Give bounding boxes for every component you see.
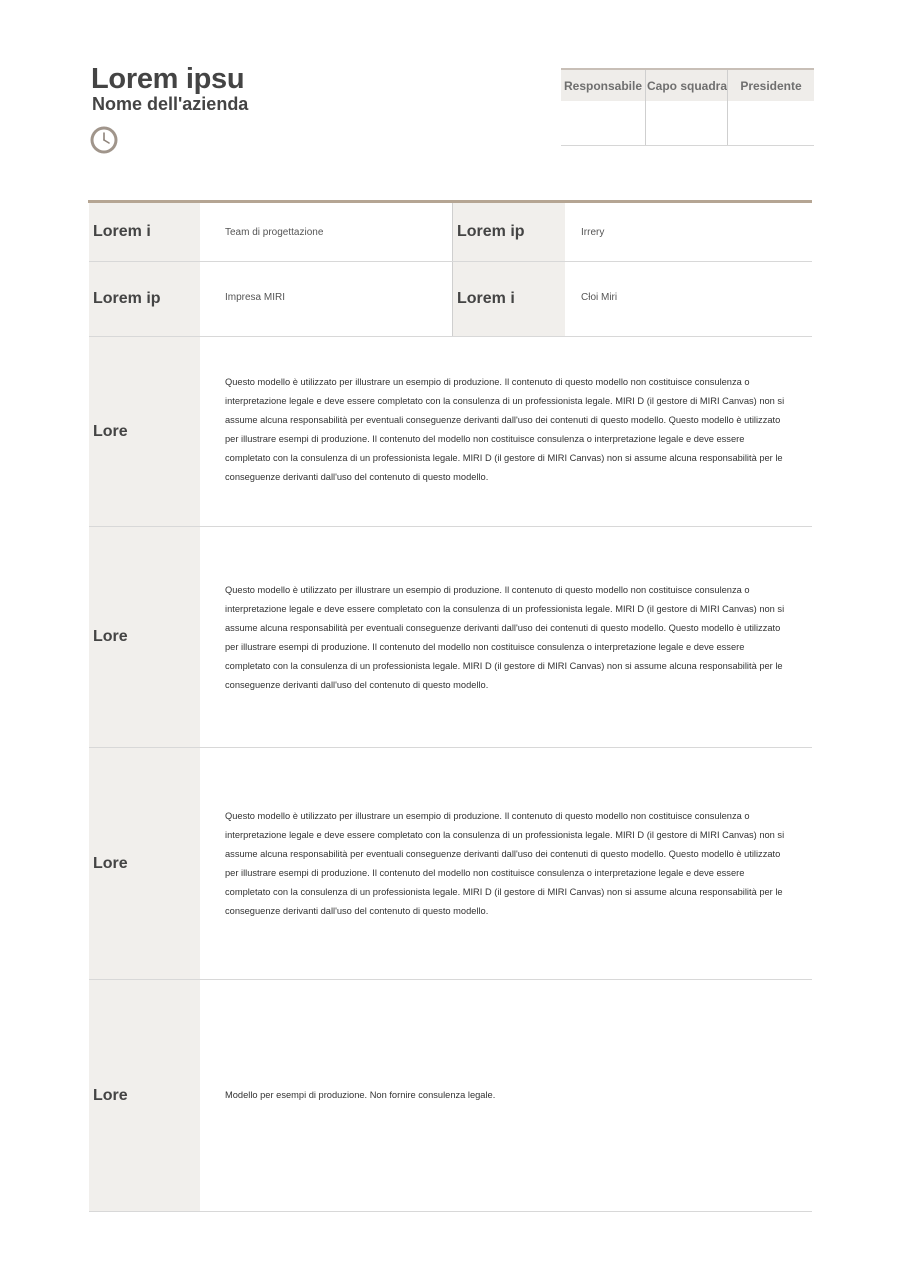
info-value: Impresa MIRI bbox=[225, 291, 286, 303]
info-row bbox=[89, 203, 812, 262]
info-value: Irrery bbox=[581, 226, 605, 238]
page-title: Lorem ipsu bbox=[91, 63, 245, 95]
section-row bbox=[89, 748, 812, 980]
section-text: Modello per esempi di produzione. Non fornire consulenza legale. bbox=[225, 1090, 496, 1100]
section-row bbox=[89, 337, 812, 527]
section-row bbox=[89, 980, 812, 1212]
clock-icon bbox=[90, 126, 118, 154]
info-row bbox=[89, 262, 812, 337]
info-value: Cƚoi Miri bbox=[581, 291, 618, 303]
section-text: Questo modello è utilizzato per illustrare un esempio di produzione. Il contenuto di questo modello non costituisce consulenza o interpretazione legale e deve essere completato con la consulenza di un professionista legale. MIRI D (il gestore di MIRI Canvas) non si assume alcuna responsabilità per eventuali conseguenze derivanti dall'uso dei contenuti di questo modello. Questo modello è utilizzato per illustrare esempi di produzione. Il contenuto del modello non costituisce consulenza o interpretazione legale e deve essere completato con la consulenza di un professionista legale. MIRI D (il gestore di MIRI Canvas) non si assume alcuna responsabilità per le conseguenze derivanti dall'uso del contenuto di questo modello. bbox=[225, 811, 785, 916]
approval-column-presidente bbox=[727, 70, 814, 145]
approval-header: Capo squadra bbox=[646, 70, 728, 101]
approval-column-responsabile bbox=[561, 70, 645, 145]
company-name: Nome dell'azienda bbox=[92, 94, 249, 114]
info-label: Lorem ip bbox=[453, 203, 565, 261]
approval-header: Responsabile bbox=[561, 70, 645, 101]
info-label: Lorem ip bbox=[89, 262, 200, 336]
section-text: Questo modello è utilizzato per illustrare un esempio di produzione. Il contenuto di questo modello non costituisce consulenza o interpretazione legale e deve essere completato con la consulenza di un professionista legale. MIRI D (il gestore di MIRI Canvas) non si assume alcuna responsabilità per eventuali conseguenze derivanti dall'uso dei contenuti di questo modello. Questo modello è utilizzato per illustrare esempi di produzione. Il contenuto del modello non costituisce consulenza o interpretazione legale e deve essere completato con la consulenza di un professionista legale. MIRI D (il gestore di MIRI Canvas) non si assume alcuna responsabilità per le conseguenze derivanti dall'uso del contenuto di questo modello. bbox=[225, 377, 785, 482]
info-label: Lorem i bbox=[453, 262, 565, 336]
section-label: Lore bbox=[89, 980, 200, 1211]
section-row bbox=[89, 527, 812, 748]
section-label: Lore bbox=[89, 337, 200, 526]
info-value: Team di progettazione bbox=[225, 226, 324, 238]
approval-table bbox=[561, 68, 814, 146]
section-text: Questo modello è utilizzato per illustrare un esempio di produzione. Il contenuto di questo modello non costituisce consulenza o interpretazione legale e deve essere completato con la consulenza di un professionista legale. MIRI D (il gestore di MIRI Canvas) non si assume alcuna responsabilità per eventuali conseguenze derivanti dall'uso dei contenuti di questo modello. Questo modello è utilizzato per illustrare esempi di produzione. Il contenuto del modello non costituisce consulenza o interpretazione legale e deve essere completato con la consulenza di un professionista legale. MIRI D (il gestore di MIRI Canvas) non si assume alcuna responsabilità per le conseguenze derivanti dall'uso del contenuto di questo modello. bbox=[225, 585, 785, 690]
approval-column-capo-squadra bbox=[645, 70, 728, 145]
section-label: Lore bbox=[89, 527, 200, 747]
approval-header: Presidente bbox=[728, 70, 814, 101]
section-label: Lore bbox=[89, 748, 200, 979]
info-label: Lorem i bbox=[89, 203, 200, 261]
